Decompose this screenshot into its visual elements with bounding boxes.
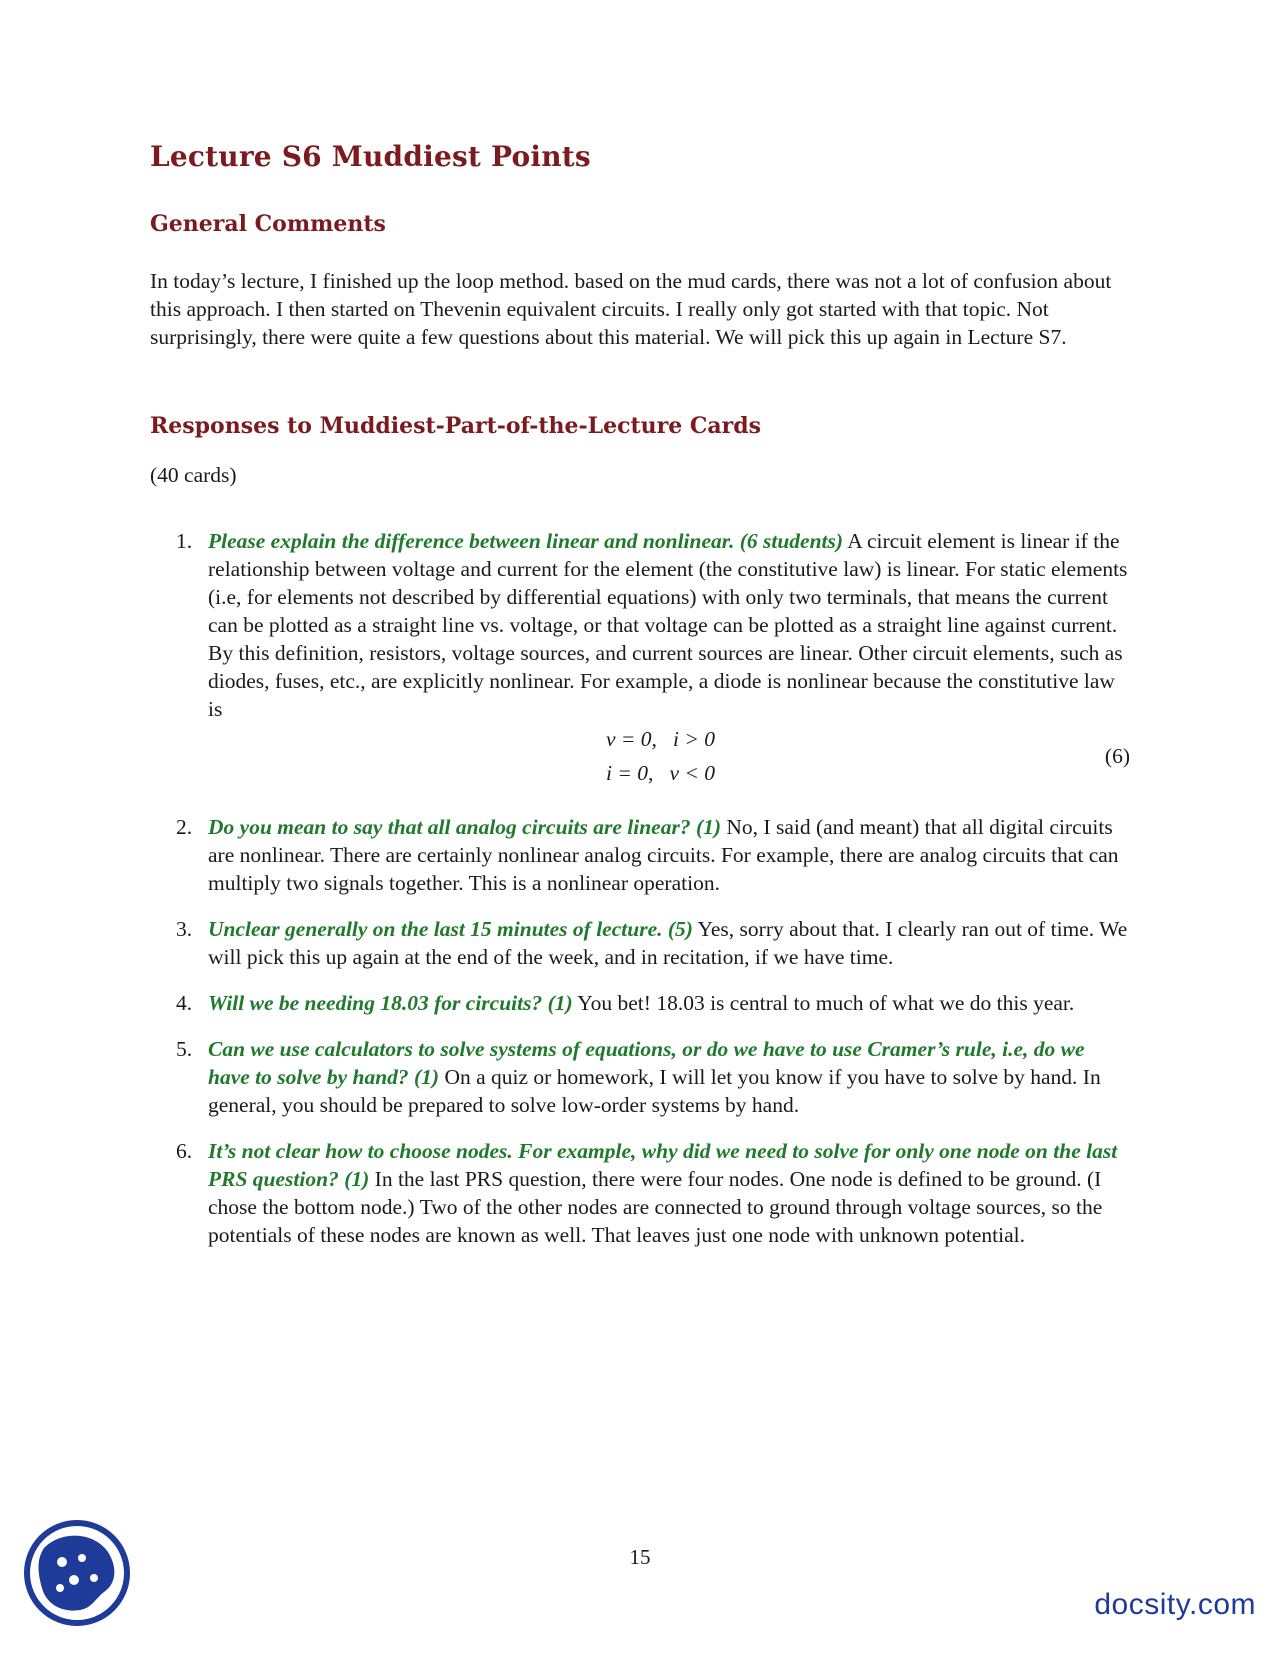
item-question: Unclear generally on the last 15 minutes of lecture. (5): [208, 917, 693, 941]
general-comments-heading: General Comments: [150, 211, 386, 237]
list-item: [150, 1035, 1130, 1119]
item-answer: No, I said (and meant) that all digital circuits are nonlinear. There are certainly nonlinear analog circuits. For example, there are analog circuits that can multiply two signals together. This is a nonlinear operation.: [208, 815, 1119, 895]
item-number: 4.: [176, 991, 193, 1015]
item-answer: Yes, sorry about that. I clearly ran out of time. We will pick this up again at the end of the week, and in recitation, if we have time.: [208, 917, 1128, 969]
item-question: Do you mean to say that all analog circuits are linear? (1): [208, 815, 722, 839]
item-number: 3.: [176, 917, 193, 941]
equation-number: (6): [1104, 744, 1130, 768]
list-item: [150, 989, 1130, 1017]
equation: [208, 725, 1130, 795]
equation-line: i = 0, v < 0: [606, 761, 716, 785]
item-answer: In the last PRS question, there were four nodes. One node is defined to be ground. (I chose the bottom node.) Two of the other nodes are connected to ground through voltage sources, so the potentials of these nodes are known as well. That leaves just one node with unknown potential.: [208, 1167, 1103, 1247]
equation-line: v = 0, i > 0: [606, 727, 716, 751]
item-number: 6.: [176, 1139, 193, 1163]
item-answer: On a quiz or homework, I will let you know if you have to solve by hand. In general, you should be prepared to solve low-order systems by hand.: [208, 1065, 1101, 1117]
item-number: 2.: [176, 815, 193, 839]
page-title: Lecture S6 Muddiest Points: [150, 140, 591, 173]
item-answer: A circuit element is linear if the relationship between voltage and current for the element (the constitutive law) is linear. For static elements (i.e, for elements not described by differential equations) with only two terminals, that means the current can be plotted as a straight line vs. voltage, or that voltage can be plotted as a straight line against current. By this definition, resistors, voltage sources, and current sources are linear. Other circuit elements, such as diodes, fuses, etc., are explicitly nonlinear. For example, a diode is nonlinear because the constitutive law is: [208, 529, 1128, 721]
item-question: Can we use calculators to solve systems of equations, or do we have to use Cramer’s rule, i.e, do we have to solve by hand? (1): [208, 1037, 1085, 1089]
docsity-brand[interactable]: docsity.com: [1094, 1588, 1256, 1621]
item-number: 5.: [176, 1037, 193, 1061]
list-item: [150, 1137, 1130, 1249]
list-item: [150, 527, 1130, 795]
docsity-logo-icon: [22, 1518, 132, 1628]
item-question: Will we be needing 18.03 for circuits? (1): [208, 991, 573, 1015]
item-question: It’s not clear how to choose nodes. For example, why did we need to solve for only one node on the last PRS question? (1): [208, 1139, 1118, 1191]
item-number: 1.: [176, 529, 193, 553]
responses-heading: Responses to Muddiest-Part-of-the-Lecture Cards: [150, 413, 762, 439]
general-comments-text: In today’s lecture, I finished up the loop method. based on the mud cards, there was not a lot of confusion about this approach. I then started on Thevenin equivalent circuits. I really only got started with that topic. Not surprisingly, there were quite a few questions about this material. We will pick this up again in Lecture S7.: [150, 269, 1112, 349]
list-item: [150, 915, 1130, 971]
document-page: [150, 140, 1130, 1267]
page-number: 15: [629, 1545, 651, 1569]
item-answer: You bet! 18.03 is central to much of what we do this year.: [572, 991, 1075, 1015]
list-item: [150, 813, 1130, 897]
cards-count: (40 cards): [150, 463, 237, 487]
responses-list: [150, 527, 1130, 1249]
item-question: Please explain the difference between linear and nonlinear. (6 students): [208, 529, 844, 553]
